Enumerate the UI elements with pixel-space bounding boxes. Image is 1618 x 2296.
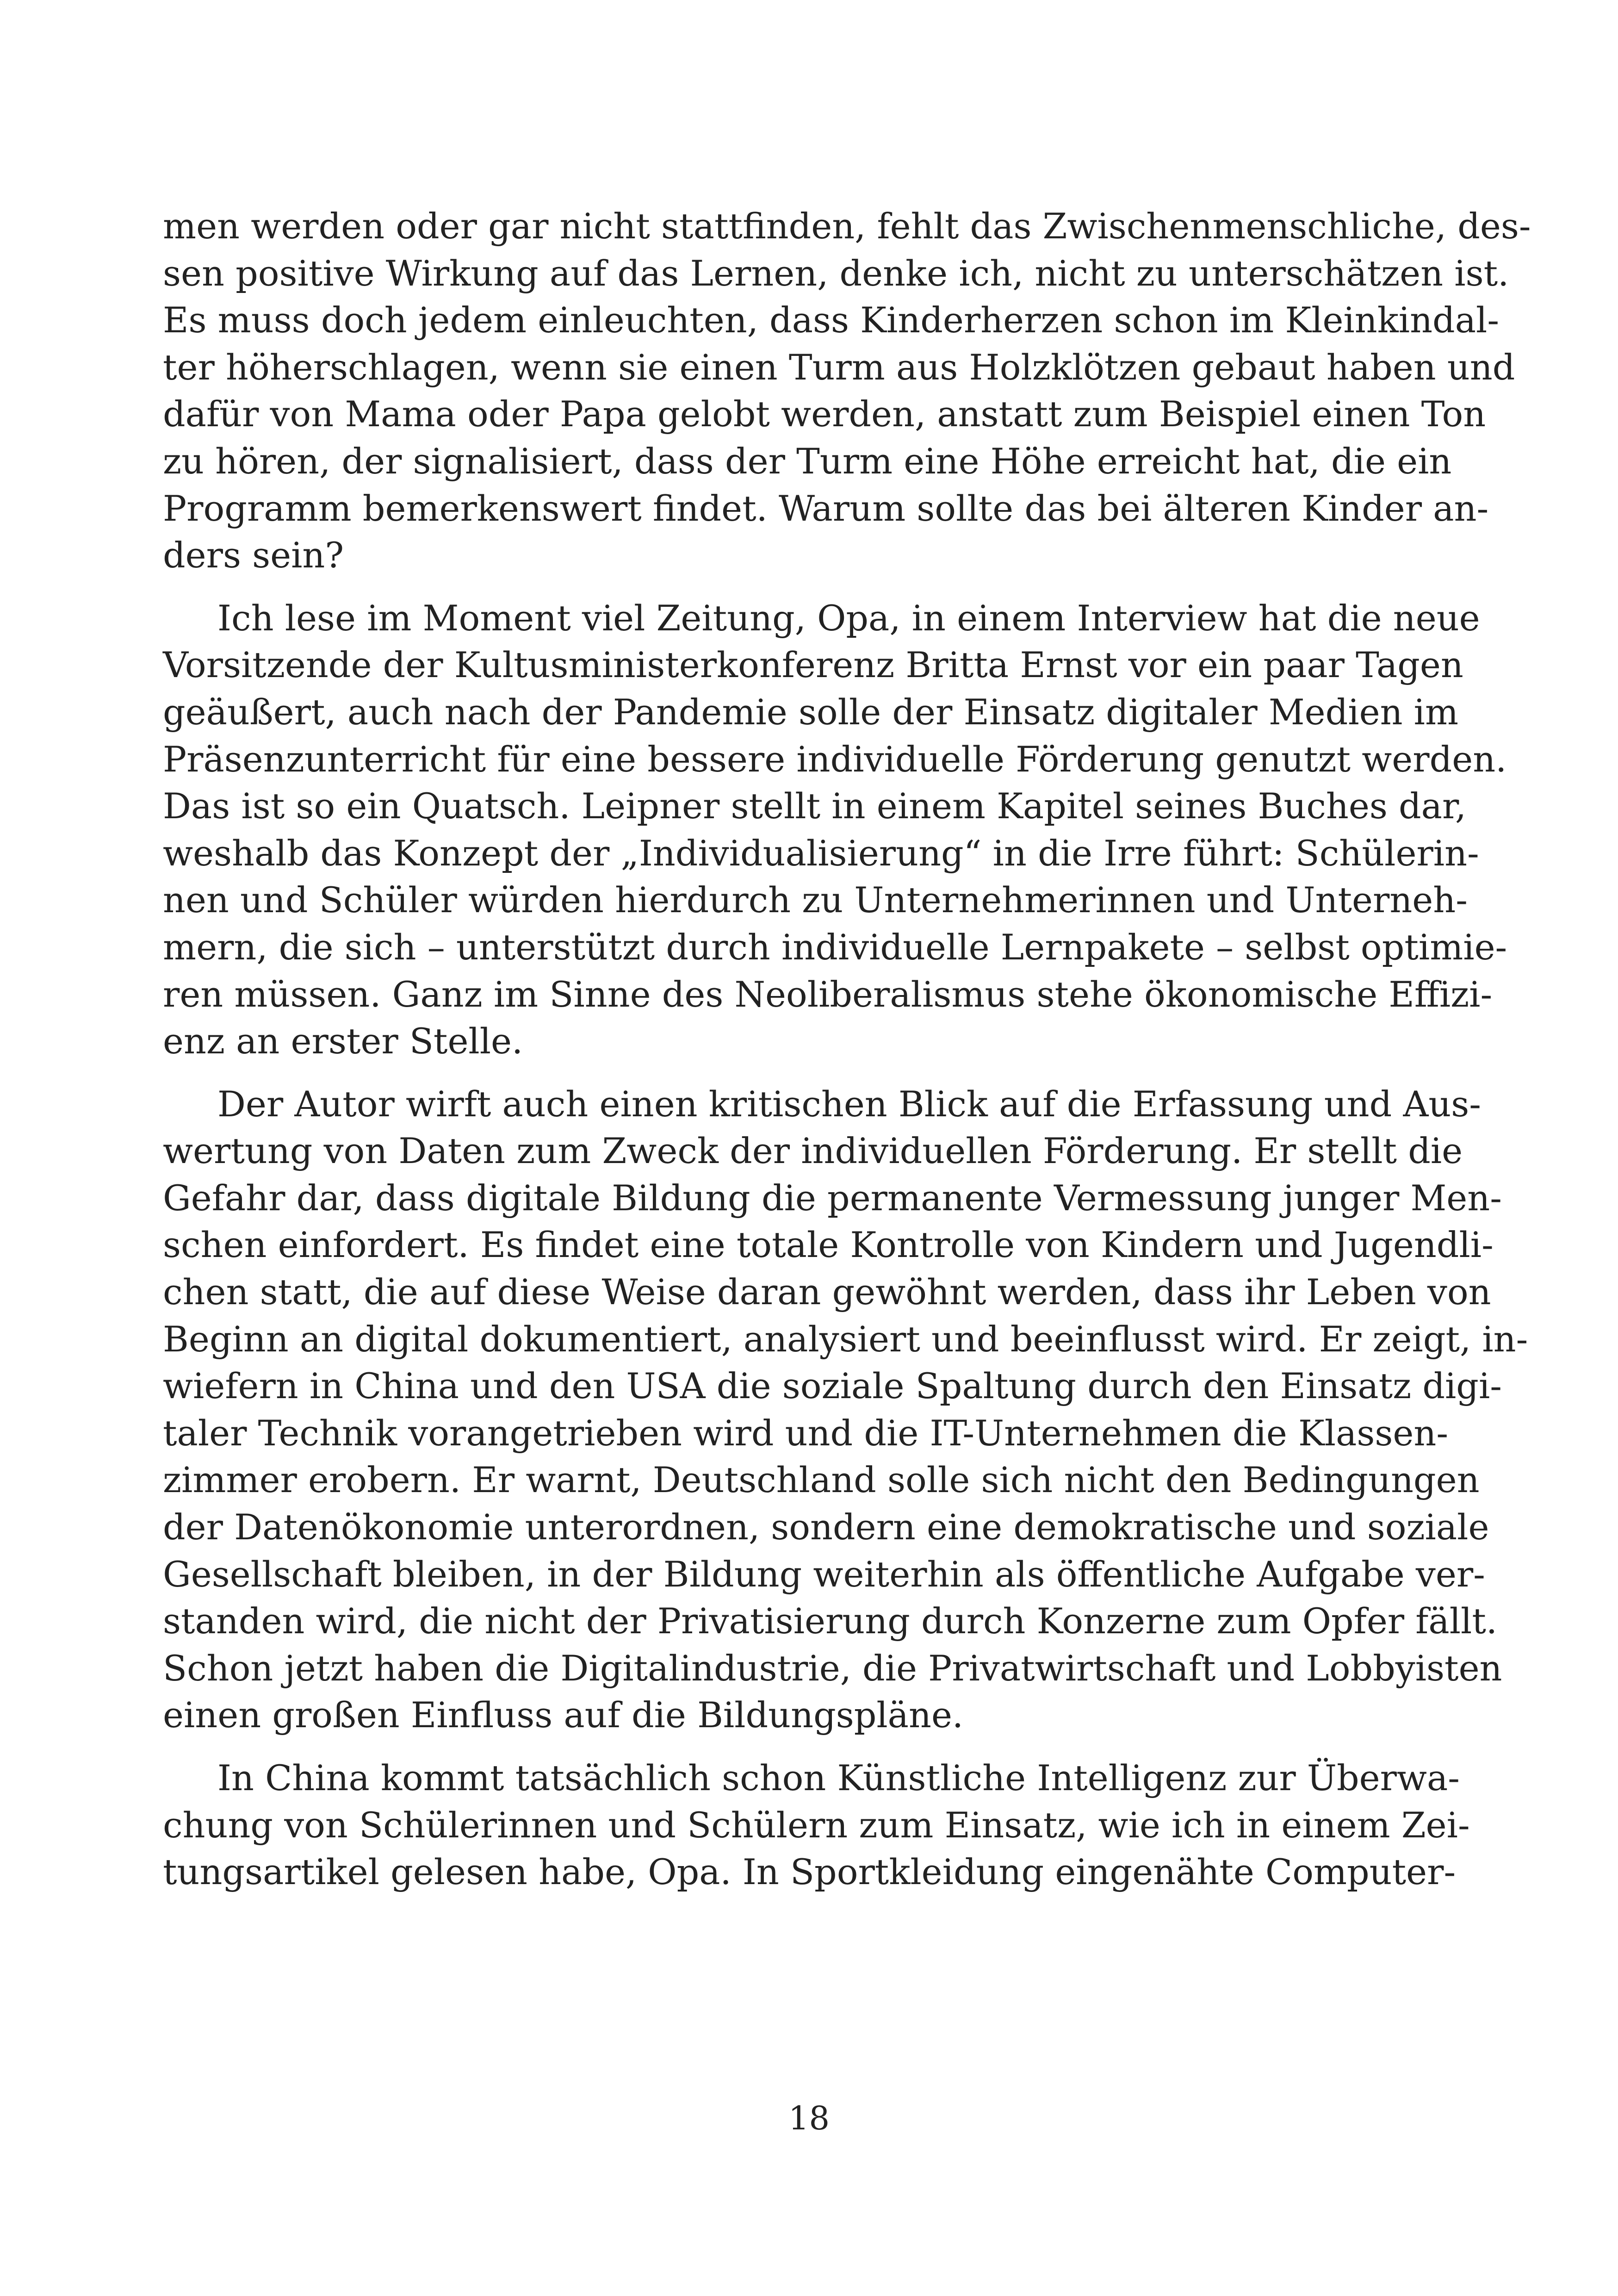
text-line: geäußert, auch nach der Pandemie solle der Einsatz digitaler Medien im [163,691,1459,733]
text-line: zimmer erobern. Er warnt, Deutschland solle sich nicht den Bedingungen [163,1459,1480,1501]
text-line: enz an erster Stelle. [163,1020,523,1062]
text-line: nen und Schüler würden hierdurch zu Unternehmerinnen und Unterneh- [163,879,1468,921]
text-line: Präsenzunterricht für eine bessere individuelle Förderung genutzt werden. [163,738,1507,780]
text-line: wiefern in China und den USA die soziale Spaltung durch den Einsatz digi- [163,1365,1502,1407]
text-line: Schon jetzt haben die Digitalindustrie, die Privatwirtschaft und Lobbyisten [163,1647,1502,1689]
text-line: Beginn an digital dokumentiert, analysiert und beeinflusst wird. Er zeigt, in- [163,1318,1528,1360]
text-line: sen positive Wirkung auf das Lernen, denke ich, nicht zu unterschätzen ist. [163,252,1509,294]
text-line: tungsartikel gelesen habe, Opa. In Sportkleidung eingenähte Computer- [163,1851,1456,1893]
text-line: Das ist so ein Quatsch. Leipner stellt in einem Kapitel seines Buches dar, [163,785,1467,827]
text-line: Ich lese im Moment viel Zeitung, Opa, in einem Interview hat die neue [217,597,1480,639]
paragraph-gap [163,1739,1436,1755]
body-text [163,203,1531,1896]
text-line: dafür von Mama oder Papa gelobt werden, anstatt zum Beispiel einen Ton [163,393,1486,435]
paragraph [163,1755,1470,1896]
text-line: men werden oder gar nicht stattfinden, fehlt das Zwischenmenschliche, des- [163,205,1531,247]
text-line: Programm bemerkenswert findet. Warum sollte das bei älteren Kinder an- [163,487,1489,529]
paragraph-gap [163,1065,1436,1081]
text-line: Es muss doch jedem einleuchten, dass Kinderherzen schon im Kleinkindal- [163,299,1499,341]
text-line: chen statt, die auf diese Weise daran gewöhnt werden, dass ihr Leben von [163,1271,1491,1313]
text-line: mern, die sich – unterstützt durch individuelle Lernpakete – selbst optimie- [163,926,1507,968]
text-line: ter höherschlagen, wenn sie einen Turm aus Holzklötzen gebaut haben und [163,346,1515,388]
paragraph [163,203,1531,579]
paragraph [163,595,1507,1065]
text-line: Gesellschaft bleiben, in der Bildung weiterhin als öffentliche Aufgabe ver- [163,1553,1485,1595]
text-line: standen wird, die nicht der Privatisierung durch Konzerne zum Opfer fällt. [163,1600,1498,1642]
text-line: einen großen Einfluss auf die Bildungspläne. [163,1694,964,1736]
page-number: 18 [788,2099,830,2137]
text-line: zu hören, der signalisiert, dass der Turm eine Höhe erreicht hat, die ein [163,440,1452,482]
text-line: schen einfordert. Es findet eine totale Kontrolle von Kindern und Jugendli- [163,1224,1494,1266]
paragraph-gap [163,579,1436,595]
text-line: weshalb das Konzept der „Individualisierung“ in die Irre führt: Schülerin- [163,832,1479,874]
text-line: wertung von Daten zum Zweck der individuellen Förderung. Er stellt die [163,1130,1463,1172]
text-line: Der Autor wirft auch einen kritischen Blick auf die Erfassung und Aus- [217,1083,1481,1125]
text-line: In China kommt tatsächlich schon Künstliche Intelligenz zur Überwa- [217,1757,1460,1798]
paragraph [163,1081,1528,1739]
text-line: Vorsitzende der Kultusministerkonferenz Britta Ernst vor ein paar Tagen [163,644,1463,686]
text-line: taler Technik vorangetrieben wird und die IT-Unternehmen die Klassen- [163,1412,1449,1454]
text-line: ren müssen. Ganz im Sinne des Neoliberalismus stehe ökonomische Effizi- [163,973,1493,1015]
text-line: Gefahr dar, dass digitale Bildung die permanente Vermessung junger Men- [163,1177,1502,1219]
text-line: der Datenökonomie unterordnen, sondern eine demokratische und soziale [163,1506,1489,1548]
text-line: ders sein? [163,535,344,576]
text-line: chung von Schülerinnen und Schülern zum Einsatz, wie ich in einem Zei- [163,1804,1470,1846]
